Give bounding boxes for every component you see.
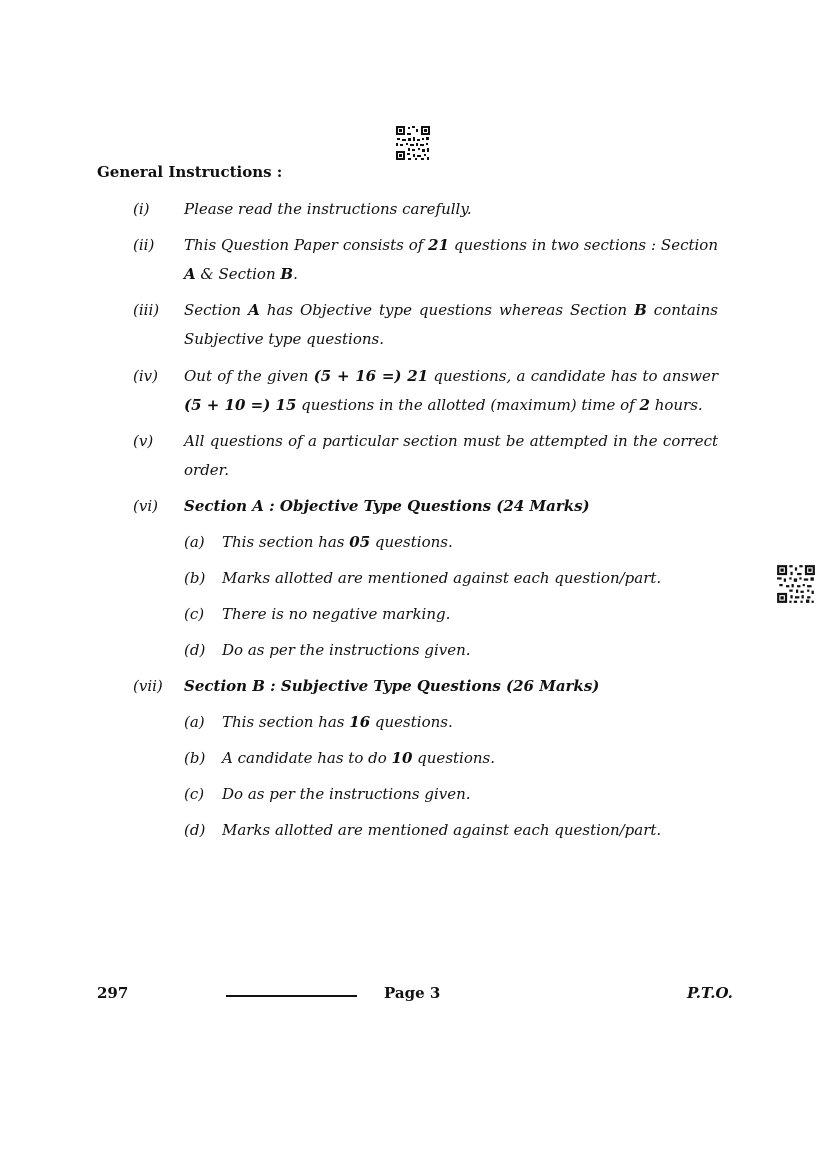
sub-item-text: There is no negative marking. [222,605,451,623]
item-text: Please read the instructions carefully. [184,200,472,218]
pto-label: P.T.O. [687,984,733,1002]
sub-item-text: Do as per the instructions given. [222,785,471,803]
sub-item-text: Marks allotted are mentioned against each question/part. [222,569,662,587]
sub-item-number: (b) [184,569,206,587]
footer-divider [226,995,357,997]
item-text: All questions of a particular section must be attempted in the correct order. [184,432,718,479]
sub-item-text: A candidate has to do 10 questions. [222,749,495,767]
item-text: This Question Paper consists of 21 questions in two sections : Section A & Section B. [184,236,718,283]
sub-item-text: Marks allotted are mentioned against each question/part. [222,821,662,839]
sub-item-number: (c) [184,785,205,803]
sub-item-number: (a) [184,713,205,731]
sub-item-number: (a) [184,533,205,551]
item-text: Section A has Objective type questions whereas Section B contains Subjective type questions. [184,301,718,348]
item-number: (iv) [133,367,158,385]
item-text: Out of the given (5 + 16 =) 21 questions, a candidate has to answer (5 + 10 =) 15 questions in the allotted (maximum) time of 2 hours. [184,367,718,414]
item-number: (vi) [133,497,158,515]
general-instructions-heading: General Instructions : [97,163,283,181]
item-number: (v) [133,432,154,450]
sub-item-number: (d) [184,821,206,839]
sub-item-text: This section has 05 questions. [222,533,453,551]
section-b-title: Section B : Subjective Type Questions (26 Marks) [184,677,600,695]
paper-code: 297 [97,984,129,1002]
item-number: (vii) [133,677,163,695]
sub-item-number: (b) [184,749,206,767]
section-a-title: Section A : Objective Type Questions (24 Marks) [184,497,590,515]
item-number: (iii) [133,301,160,319]
sub-item-number: (d) [184,641,206,659]
sub-item-text: Do as per the instructions given. [222,641,471,659]
item-number: (i) [133,200,150,218]
qr-code-icon [776,564,816,604]
page-number: Page 3 [384,984,441,1002]
qr-code-icon [395,125,431,161]
item-number: (ii) [133,236,155,254]
sub-item-text: This section has 16 questions. [222,713,453,731]
sub-item-number: (c) [184,605,205,623]
